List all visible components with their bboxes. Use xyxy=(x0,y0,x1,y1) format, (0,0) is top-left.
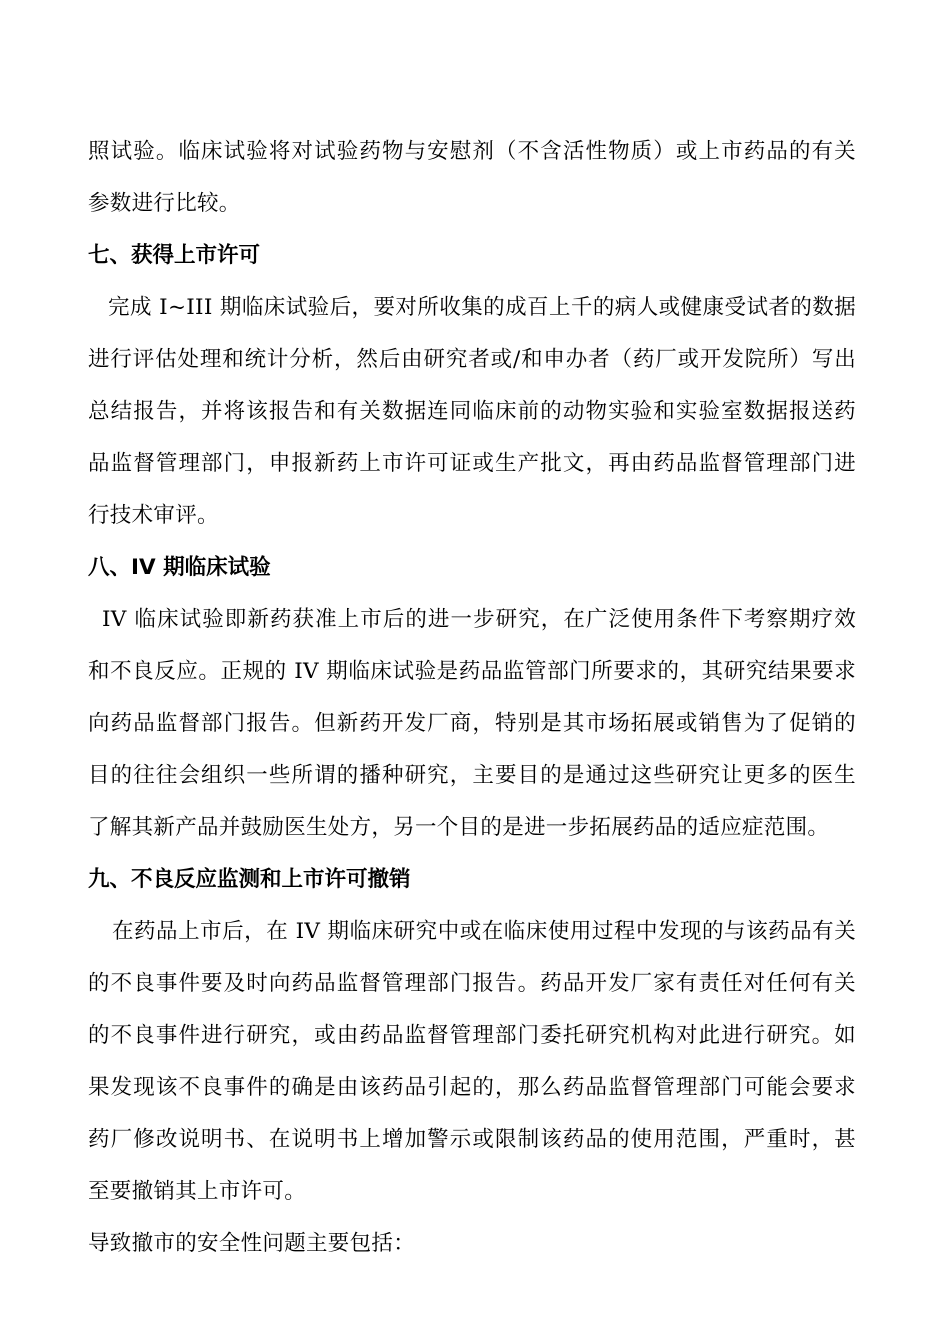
paragraph-line: 了解其新产品并鼓励医生处方，另一个目的是进一步拓展药品的适应症范围。 xyxy=(88,815,830,840)
document-page xyxy=(88,126,856,1270)
section-8-paragraph xyxy=(88,594,856,854)
paragraph-line: 品监督管理部门，申报新药上市许可证或生产批文，再由药品监督管理部门进 xyxy=(88,451,856,476)
section-9-paragraph xyxy=(88,906,856,1218)
paragraph-line: 行技术审评。 xyxy=(88,503,219,528)
paragraph-line: 完成 I~III 期临床试验后，要对所收集的成百上千的病人或健康受试者的数据 xyxy=(108,295,856,320)
closing-line: 导致撤市的安全性问题主要包括： xyxy=(88,1231,416,1256)
paragraph-line: 至要撤销其上市许可。 xyxy=(88,1179,307,1204)
paragraph-line: 向药品监督部门报告。但新药开发厂商，特别是其市场拓展或销售为了促销的 xyxy=(88,711,856,736)
paragraph-line: 的不良事件要及时向药品监督管理部门报告。药品开发厂家有责任对任何有关 xyxy=(88,971,856,996)
paragraph-line: 药厂修改说明书、在说明书上增加警示或限制该药品的使用范围，严重时，甚 xyxy=(88,1127,856,1152)
paragraph-line: 进行评估处理和统计分析，然后由研究者或/和申办者（药厂或开发院所）写出 xyxy=(88,347,856,372)
section-7-paragraph xyxy=(88,282,856,542)
paragraph-line: 目的往往会组织一些所谓的播种研究，主要目的是通过这些研究让更多的医生 xyxy=(88,763,856,788)
paragraph-line: 和不良反应。正规的 IV 期临床试验是药品监管部门所要求的，其研究结果要求 xyxy=(88,659,856,684)
paragraph-line: 在药品上市后，在 IV 期临床研究中或在临床使用过程中发现的与该药品有关 xyxy=(112,919,856,944)
paragraph-line: 的不良事件进行研究，或由药品监督管理部门委托研究机构对此进行研究。如 xyxy=(88,1023,856,1048)
continuation-paragraph xyxy=(88,126,856,230)
section-heading-7: 七、获得上市许可 xyxy=(88,243,261,268)
paragraph-line: 照试验。临床试验将对试验药物与安慰剂（不含活性物质）或上市药品的有关 xyxy=(88,139,856,164)
paragraph-line: 参数进行比较。 xyxy=(88,191,241,216)
section-heading-9: 九、不良反应监测和上市许可撤销 xyxy=(88,867,411,892)
paragraph-line: 果发现该不良事件的确是由该药品引起的，那么药品监督管理部门可能会要求 xyxy=(88,1075,856,1100)
paragraph-line: IV 临床试验即新药获准上市后的进一步研究，在广泛使用条件下考察期疗效 xyxy=(102,607,856,632)
section-heading-8: 八、IV 期临床试验 xyxy=(88,555,271,580)
paragraph-line: 总结报告，并将该报告和有关数据连同临床前的动物实验和实验室数据报送药 xyxy=(88,399,856,424)
